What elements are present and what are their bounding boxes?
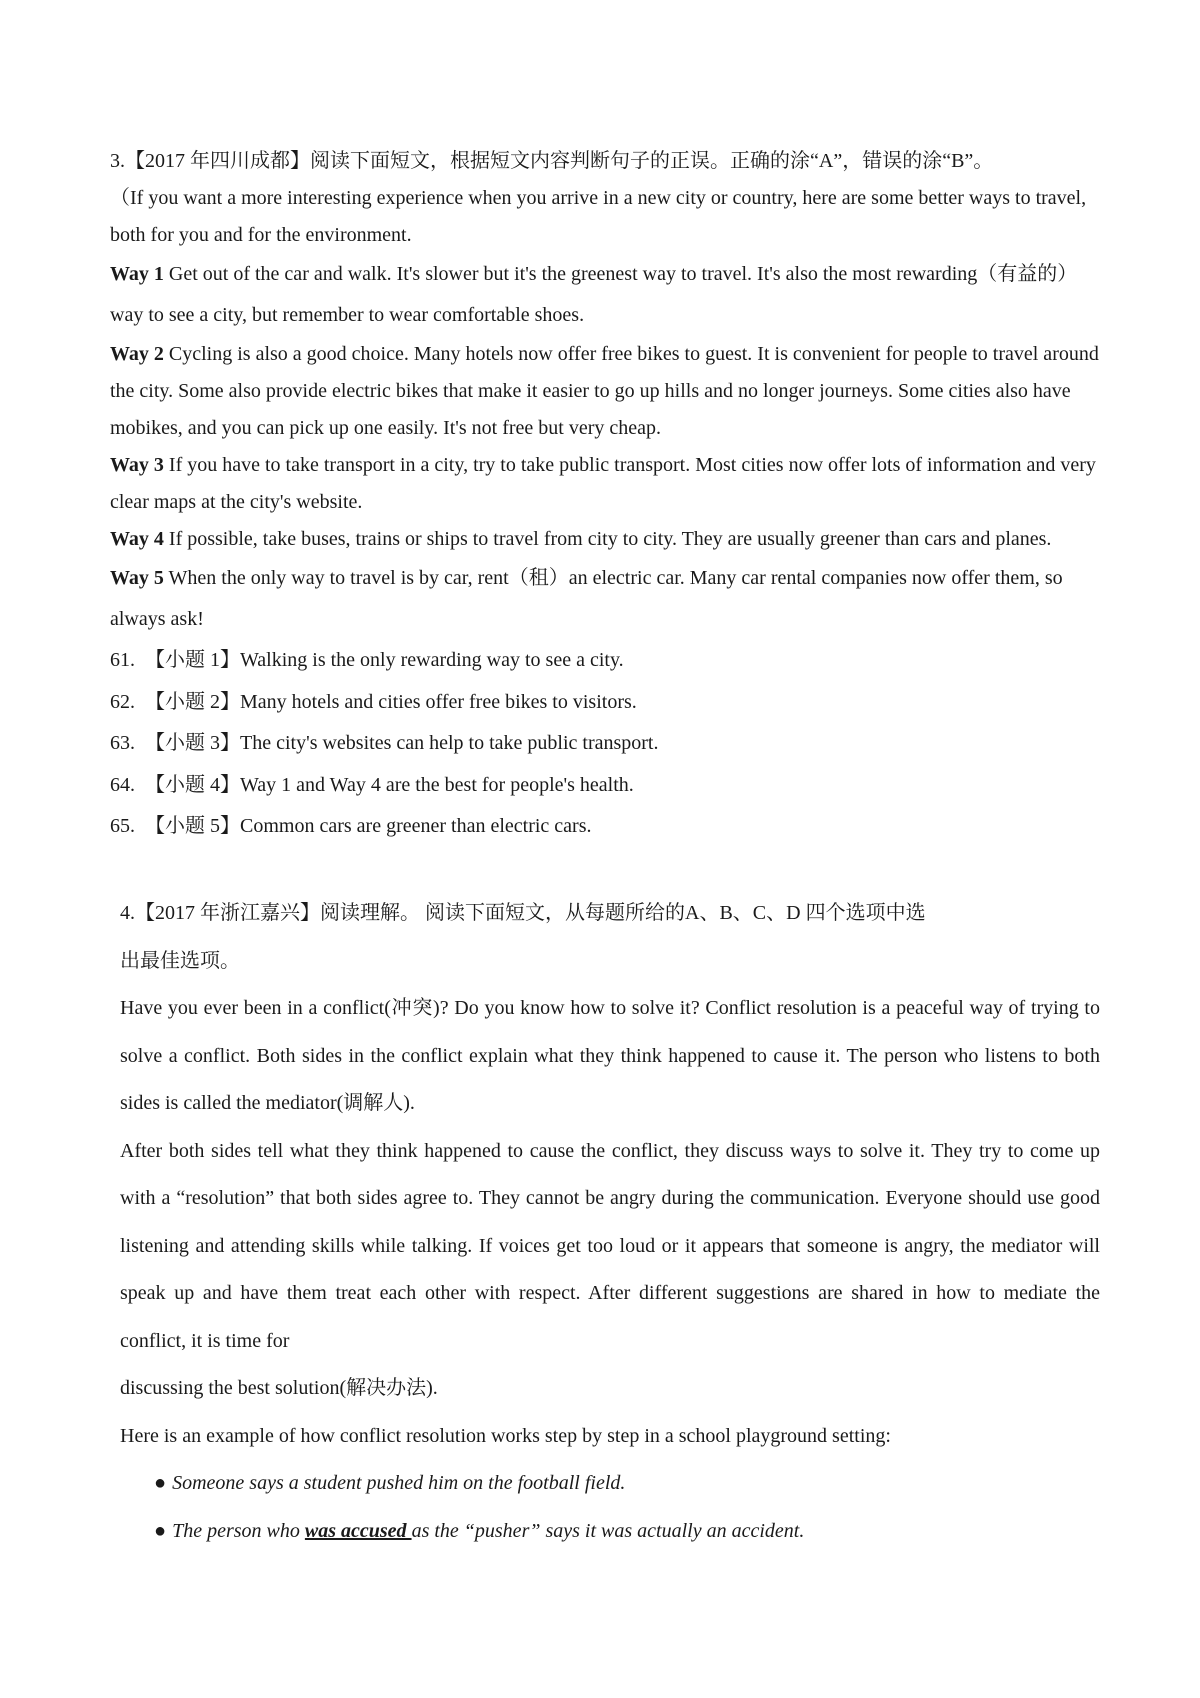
bullet-icon: ● (154, 1472, 167, 1494)
sub-question-63 (110, 723, 1100, 765)
question-4-header: 4.【2017 年浙江嘉兴】阅读理解。 阅读下面短文，从每题所给的A、B、C、D 四个选项中选 (120, 902, 926, 924)
question-text: Many hotels and cities offer free bikes to visitors. (240, 690, 637, 713)
passage-paragraph-3: Here is an example of how conflict resolution works step by step in a school playground setting: (120, 1424, 891, 1447)
question-text: Way 1 and Way 4 are the best for people's health. (240, 773, 634, 796)
way-2 (110, 336, 1100, 447)
question-number: 62. (110, 690, 135, 713)
way-text: Cycling is also a good choice. Many hotels now offer free bikes to guest. It is convenient for people to travel around the city. Some also provide electric bikes that make it easier to go up hills and no longer journeys. Some cities also have mobikes, and you can pick up one easily. It's not free but very cheap. (110, 343, 1099, 439)
question-tag: 【小题 3】 (145, 732, 240, 754)
passage-intro: （If you want a more interesting experience when you arrive in a new city or country, here are some better ways to travel, both for you and for the environment. (110, 187, 1087, 246)
passage-paragraph-2: After both sides tell what they think happened to cause the conflict, they discuss ways to solve it. They try to come up with a “resolution” that both sides agree to. They cannot be angry during the communication. Everyone should use good listening and attending skills while talking. If voices get too loud or it appears that someone is angry, the mediator will speak up and have them treat each other with respect. After different suggestions are shared in how to mediate the conflict, it is time for (120, 1139, 1100, 1352)
question-tag: 【小题 5】 (145, 815, 240, 837)
bullet-text: The person who (172, 1519, 305, 1542)
way-5 (110, 558, 1100, 640)
sub-question-62 (110, 682, 1100, 724)
question-4-header-cont: 出最佳选项。 (120, 949, 240, 972)
question-text: Common cars are greener than electric cars. (240, 815, 592, 837)
way-text: When the only way to travel is by car, rent（租）an electric car. Many car rental companies now offer them, so always ask! (110, 567, 1063, 630)
sub-question-64 (110, 765, 1100, 807)
way-1 (110, 254, 1100, 336)
passage-paragraph-2-end: discussing the best solution(解决办法). (120, 1377, 438, 1399)
bullet-icon: ● (154, 1519, 167, 1542)
question-3 (110, 142, 1100, 848)
way-label: Way 4 (110, 528, 164, 550)
question-number: 65. (110, 815, 135, 837)
question-text: Walking is the only rewarding way to see a city. (240, 649, 624, 671)
bullet-text: Someone says a student pushed him on the football field. (172, 1472, 626, 1494)
way-text: If possible, take buses, trains or ships to travel from city to city. They are usually greener than cars and planes. (163, 528, 1052, 550)
sub-question-65 (110, 806, 1100, 848)
way-label: Way 2 (110, 343, 164, 365)
question-tag: 【小题 4】 (145, 773, 240, 796)
way-4 (110, 521, 1100, 558)
question-number: 63. (110, 732, 135, 754)
sub-question-61 (110, 640, 1100, 682)
question-3-header: 3.【2017 年四川成都】阅读下面短文，根据短文内容判断句子的正误。正确的涂“A”，错误的涂“B”。 (110, 150, 994, 172)
question-number: 64. (110, 773, 135, 796)
passage-paragraph-1: Have you ever been in a conflict(冲突)? Do you know how to solve it? Conflict resolution is a peaceful way of trying to solve a conflict. Both sides in the conflict explain what they think happened to cause it. The person who listens to both sides is called the mediator(调解人). (120, 997, 1100, 1114)
underlined-phrase: was accused (304, 1519, 412, 1542)
question-tag: 【小题 2】 (145, 690, 240, 713)
question-number: 61. (110, 649, 135, 671)
way-label: Way 1 (110, 263, 164, 285)
way-label: Way 5 (110, 567, 164, 589)
bullet-text-end: as the “pusher” says it was actually an accident. (411, 1519, 805, 1542)
question-tag: 【小题 1】 (145, 649, 240, 671)
way-3 (110, 447, 1100, 521)
way-label: Way 3 (110, 454, 164, 476)
question-text: The city's websites can help to take public transport. (240, 732, 659, 754)
way-text: If you have to take transport in a city, try to take public transport. Most cities now offer lots of information and very clear maps at the city's website. (110, 454, 1096, 513)
bullet-item-1 (120, 1460, 1100, 1508)
bullet-item-2 (120, 1508, 1100, 1556)
question-4 (120, 890, 1100, 1555)
way-text: Get out of the car and walk. It's slower but it's the greenest way to travel. It's also the most rewarding（有益的）way to see a city, but remember to wear comfortable shoes. (110, 263, 1078, 326)
